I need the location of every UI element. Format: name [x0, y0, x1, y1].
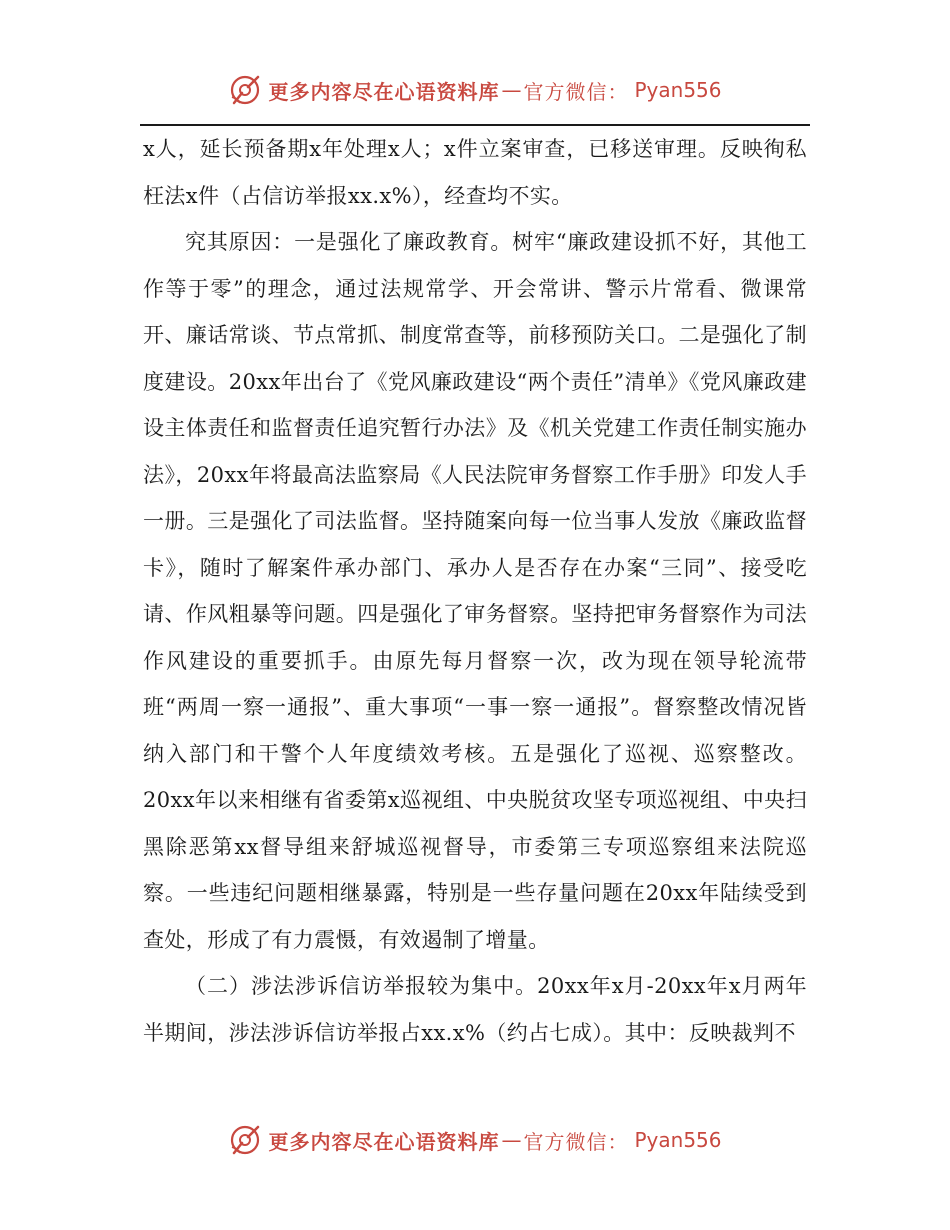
- body-paragraph-causes: 究其原因：一是强化了廉政教育。树牢“廉政建设抓不好，其他工作等于零”的理念，通过法规常学、开会常讲、警示片常看、微课常开、廉话常谈、节点常抓、制度常查等，前移预防关口。二是强化了制度建设。20xx年出台了《党风廉政建设“两个责任”清单》《党风廉政建设主体责任和监督责任追究暂行办法》及《机关党建工作责任制实施办法》，20xx年将最高法监察局《人民法院审务督察工作手册》印发人手一册。三是强化了司法监督。坚持随案向每一位当事人发放《廉政监督卡》，随时了解案件承办部门、承办人是否存在办案“三同”、接受吃请、作风粗暴等问题。四是强化了审务督察。坚持把审务督察作为司法作风建设的重要抓手。由原先每月督察一次，改为现在领导轮流带班“两周一察一通报”、重大事项“一事一察一通报”。督察整改情况皆纳入部门和干警个人年度绩效考核。五是强化了巡视、巡察整改。20xx年以来相继有省委第x巡视组、中央脱贫攻坚专项巡视组、中央扫黑除恶第xx督导组来舒城巡视督导，市委第三专项巡察组来法院巡察。一些违纪问题相继暴露，特别是一些存量问题在20xx年陆续受到查处，形成了有力震慑，有效遏制了增量。: [143, 230, 807, 952]
- pen-seal-logo-icon: [228, 1123, 262, 1157]
- header-banner: [0, 70, 950, 110]
- footer-separator: —: [501, 1128, 522, 1152]
- footer-contact-label: 官方微信：: [523, 1129, 629, 1154]
- pen-seal-logo-icon: [228, 73, 262, 107]
- body-paragraph-continuation: x人，延长预备期x年处理x人；x件立案审查，已移送审理。反映徇私枉法x件（占信访举报xx.x%），经查均不实。: [143, 137, 807, 208]
- header-separator: —: [501, 78, 522, 102]
- footer-contact-id: Pyan556: [634, 1128, 722, 1152]
- header-contact-label: 官方微信：: [523, 79, 629, 104]
- document-body: [143, 126, 807, 1056]
- footer-banner: [0, 1120, 950, 1160]
- header-contact-id: Pyan556: [634, 78, 722, 102]
- footer-promo-text: 更多内容尽在心语资料库: [268, 1129, 500, 1154]
- header-promo-text: 更多内容尽在心语资料库: [268, 79, 500, 104]
- body-paragraph-section-two: （二）涉法涉诉信访举报较为集中。20xx年x月-20xx年x月两年半期间，涉法涉诉信访举报占xx.x%（约占七成）。其中：反映裁判不: [143, 974, 807, 1045]
